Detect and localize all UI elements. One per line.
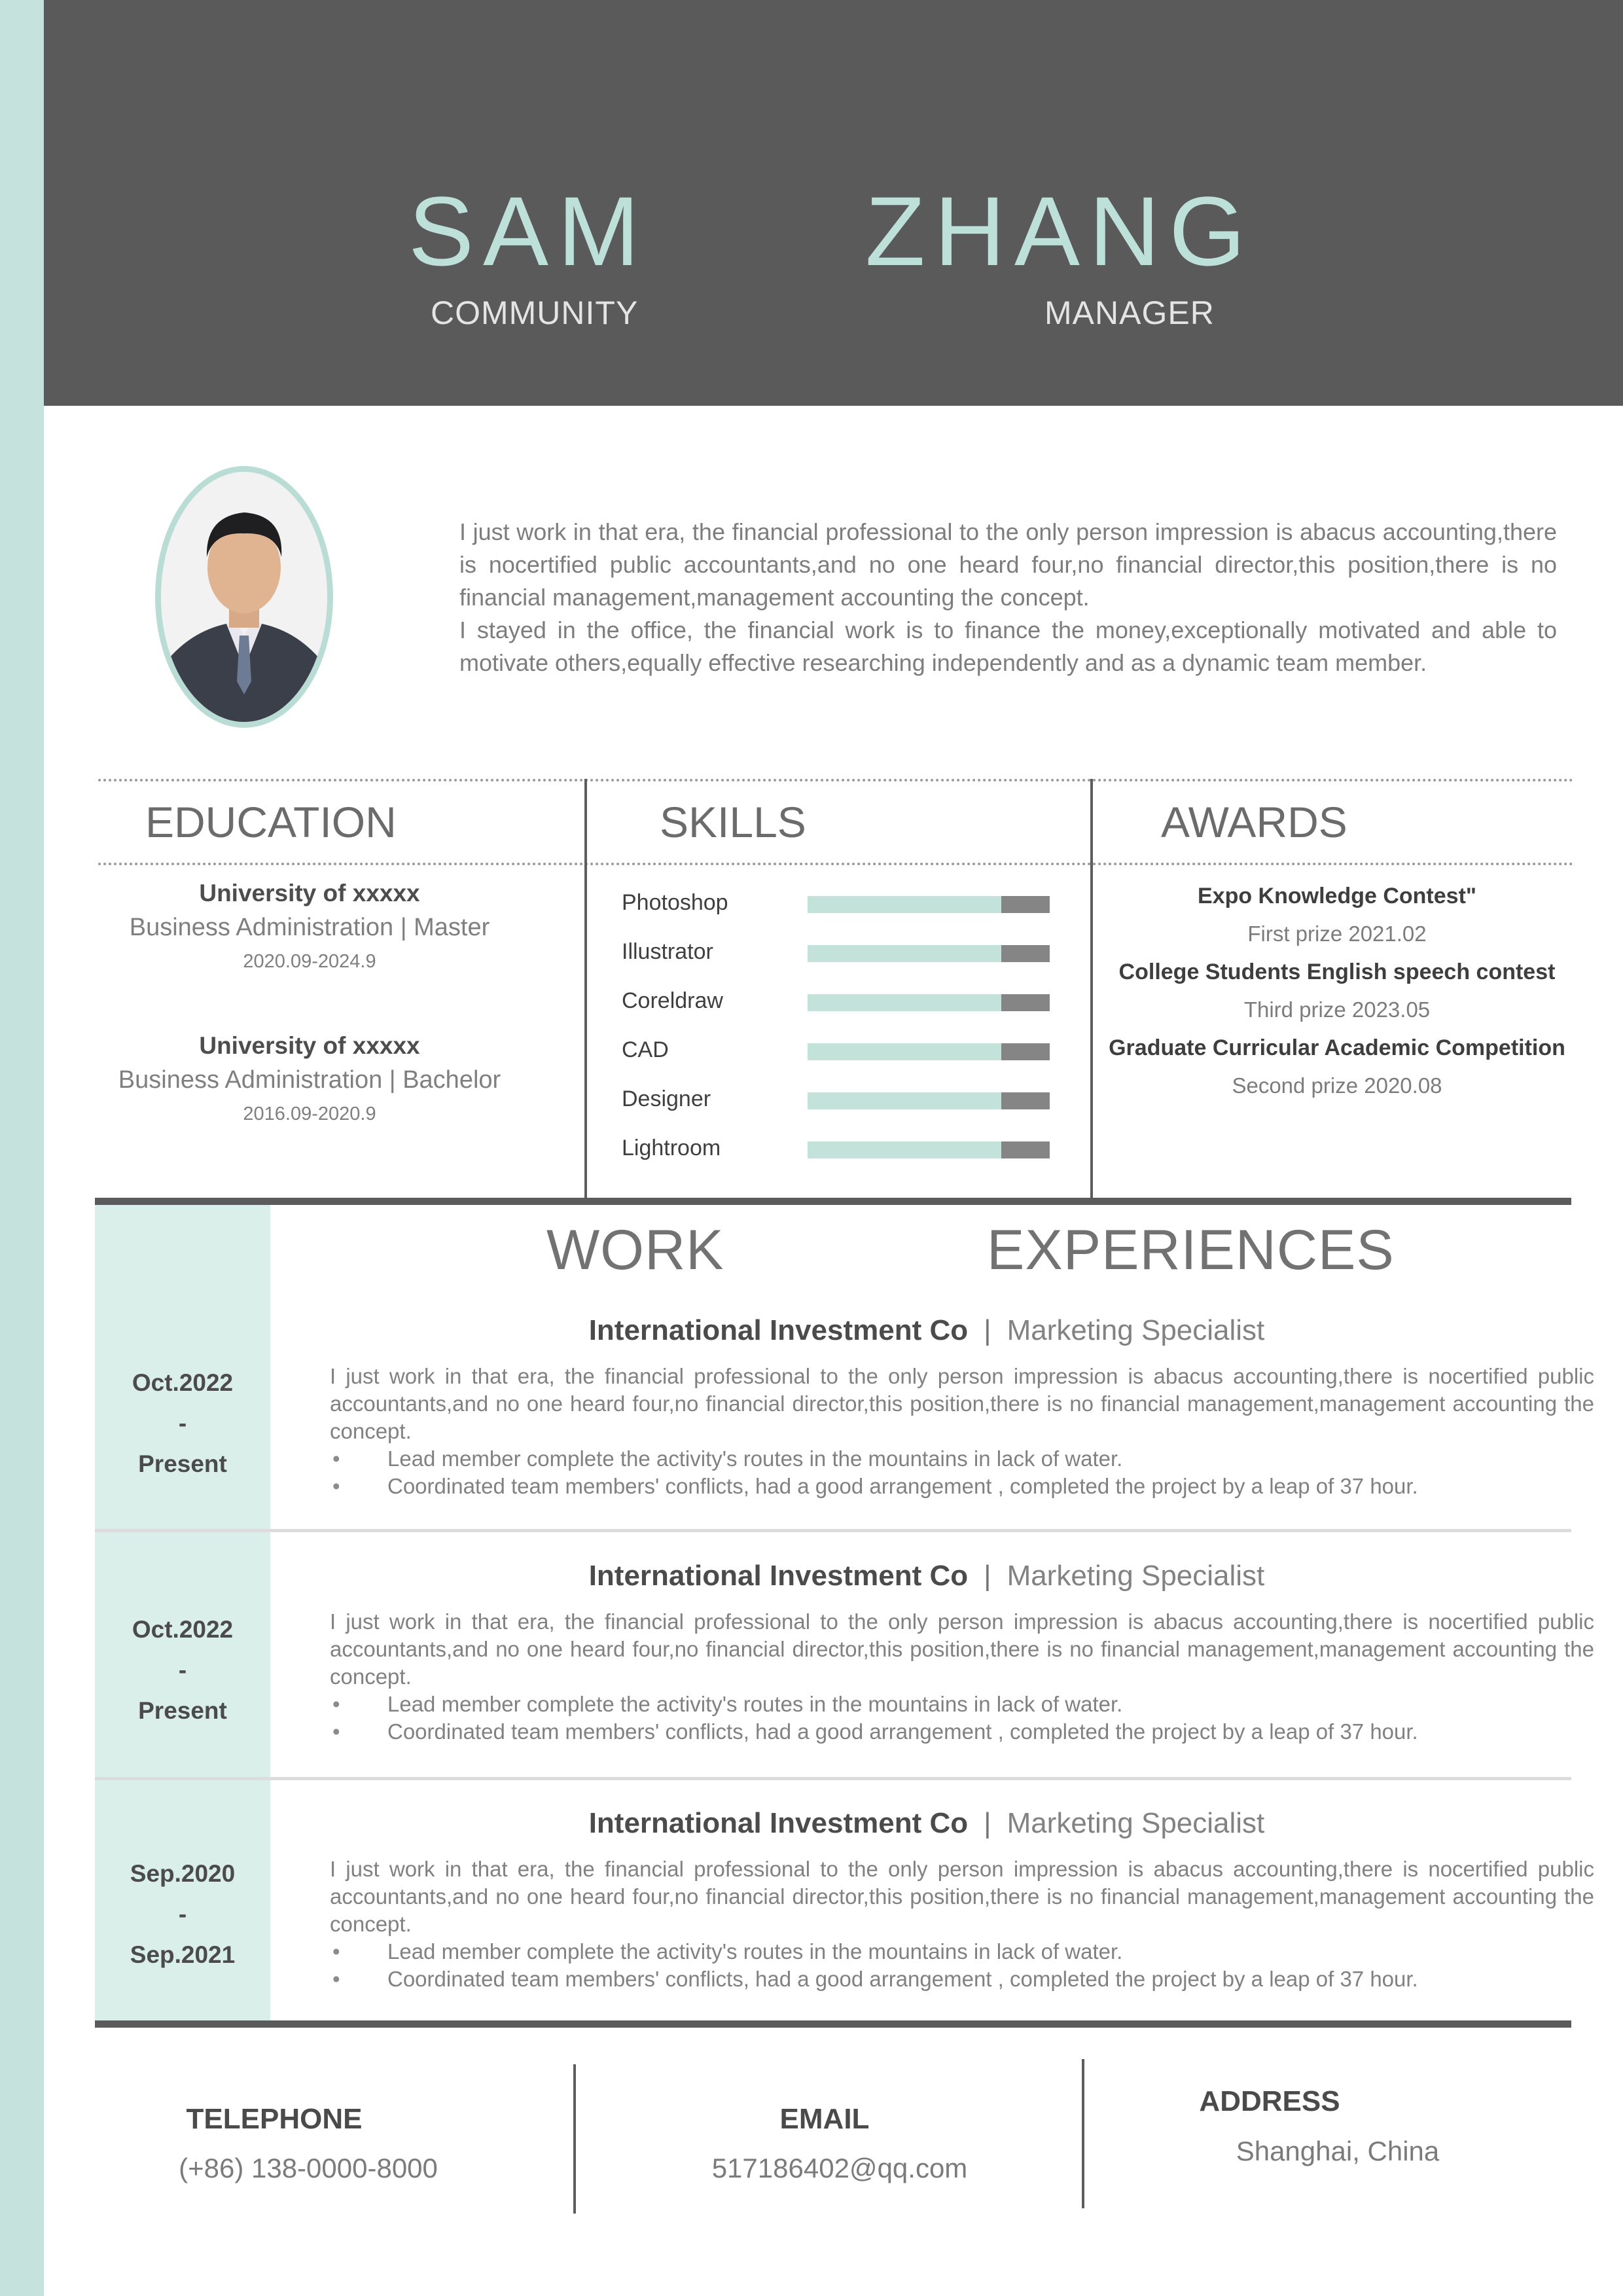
job-description [330,1363,1594,1500]
first-name: SAM [408,176,649,286]
work-bottom-rule [95,2020,1571,2028]
education-dates: 2016.09-2020.9 [243,1103,376,1124]
award-name: College Students English speech contest [1118,960,1556,984]
header-banner [44,0,1623,406]
job-bullet: • Coordinated team members' conflicts, had a good arrangement , completed the project by a leap of 37 hour. [330,1718,1594,1746]
education-heading: EDUCATION [145,798,397,846]
skill-bar [808,945,1050,962]
job-summary: I just work in that era, the financial professional to the only person impression is abacus accounting,there is nocertified public accountants,and no one heard four,no financial director,this position,there is no financial management,management accounting the concept. [330,1609,1594,1689]
summary-paragraph-1: I just work in that era, the financial professional to the only person impression is abacus accounting,there is nocertified public accountants,and no one heard four,no financial director,this position,there is no financial management,management accounting the concept. [459,518,1557,611]
job-start-date: Oct.2022 [132,1616,234,1643]
school-name: University of xxxxx [199,1032,420,1059]
skill-bar [808,1043,1050,1060]
award-name: Expo Knowledge Contest" [1197,884,1477,908]
summary-paragraph-2: I stayed in the office, the financial work is to finance the money,exceptionally motivated and able to motivate others,equally effective researching independently and as a dynamic team member. [459,617,1557,676]
job-role: Marketing Specialist [1007,1807,1265,1839]
skill-name: Designer [622,1086,711,1111]
skills-heading: SKILLS [660,798,806,846]
skill-name: Lightroom [622,1136,721,1160]
skill-bar [808,896,1050,913]
award-name: Graduate Curricular Academic Competition [1109,1035,1565,1060]
award-prize: Third prize 2023.05 [1243,997,1431,1022]
skill-bar [808,1141,1050,1158]
award-prize: First prize 2021.02 [1247,922,1427,946]
job-end-date: Present [138,1697,227,1724]
column-divider-2 [1090,779,1093,1198]
skill-name: Illustrator [622,939,713,964]
skill-bar-remainder [1001,945,1050,962]
job-bullet: • Coordinated team members' conflicts, had a good arrangement , completed the project by a leap of 37 hour. [330,1473,1594,1500]
company-name: International Investment Co [588,1560,969,1592]
skill-bar-remainder [1001,1141,1050,1158]
contact-divider-2 [1082,2059,1084,2208]
job-description [330,1856,1594,1993]
job-date-dash: - [178,1410,187,1437]
skill-bar-remainder [1001,896,1050,913]
company-name: International Investment Co [588,1314,969,1346]
job-start-date: Oct.2022 [132,1369,234,1396]
person-portrait-icon [161,472,327,722]
skill-bar-remainder [1001,994,1050,1011]
job-description [330,1608,1594,1746]
skill-bar-remainder [1001,1092,1050,1109]
work-heading-left: WORK [546,1219,724,1282]
job-role: Marketing Specialist [1007,1314,1265,1346]
profile-photo [155,466,333,728]
education-item [107,1030,512,1130]
skill-bar [808,1092,1050,1109]
job-header [338,1312,1516,1349]
awards-heading: AWARDS [1161,798,1347,846]
email-label: EMAIL [779,2103,870,2135]
job-bullet: • Lead member complete the activity's routes in the mountains in lack of water. [330,1938,1594,1965]
profile-summary [459,516,1557,679]
job-dates [95,1609,270,1731]
column-divider-1 [584,779,587,1198]
telephone-value[interactable]: (+86) 138-0000-8000 [179,2153,438,2183]
section-title-divider [98,863,1574,865]
skill-name: CAD [622,1037,669,1062]
job-bullet: • Coordinated team members' conflicts, had a good arrangement , completed the project by a leap of 37 hour. [330,1965,1594,1993]
job-divider: | [984,1560,991,1592]
job-date-dash: - [178,1901,187,1928]
award-prize: Second prize 2020.08 [1232,1073,1442,1098]
job-header [338,1805,1516,1842]
job-title-left: COMMUNITY [431,295,639,331]
work-heading-right: EXPERIENCES [987,1219,1395,1282]
job-title-right: MANAGER [1044,295,1215,331]
job-start-date: Sep.2020 [130,1860,236,1887]
job-dates [95,1854,270,1975]
job-bullet: • Lead member complete the activity's routes in the mountains in lack of water. [330,1445,1594,1473]
job-end-date: Present [138,1450,227,1477]
education-item [107,878,512,977]
job-dates [95,1363,270,1484]
job-separator [95,1777,1571,1780]
section-top-divider [98,779,1574,781]
awards-list [1108,877,1566,1105]
skill-bar [808,994,1050,1011]
last-name: ZHANG [865,176,1255,286]
contact-divider-1 [573,2064,576,2214]
degree: Business Administration | Bachelor [118,1066,501,1094]
job-role: Marketing Specialist [1007,1560,1265,1592]
job-summary: I just work in that era, the financial professional to the only person impression is abacus accounting,there is nocertified public accountants,and no one heard four,no financial director,this position,there is no financial management,management accounting the concept. [330,1364,1594,1443]
company-name: International Investment Co [588,1807,969,1839]
job-end-date: Sep.2021 [130,1941,236,1968]
left-accent-stripe [0,0,44,2296]
job-date-dash: - [178,1657,187,1683]
school-name: University of xxxxx [199,880,420,906]
degree: Business Administration | Master [129,914,490,941]
job-divider: | [984,1314,991,1346]
skill-name: Photoshop [622,890,728,915]
job-header [338,1558,1516,1594]
telephone-label: TELEPHONE [186,2103,363,2135]
address-label: ADDRESS [1199,2085,1340,2117]
skill-bar-remainder [1001,1043,1050,1060]
address-value: Shanghai, China [1236,2136,1440,2166]
job-divider: | [984,1807,991,1839]
work-top-rule [95,1198,1571,1205]
job-summary: I just work in that era, the financial professional to the only person impression is abacus accounting,there is nocertified public accountants,and no one heard four,no financial director,this position,there is no financial management,management accounting the concept. [330,1857,1594,1936]
job-separator [95,1529,1571,1532]
education-dates: 2020.09-2024.9 [243,951,376,972]
email-value[interactable]: 517186402@qq.com [711,2153,968,2183]
job-bullet: • Lead member complete the activity's routes in the mountains in lack of water. [330,1691,1594,1718]
skill-name: Coreldraw [622,988,723,1013]
